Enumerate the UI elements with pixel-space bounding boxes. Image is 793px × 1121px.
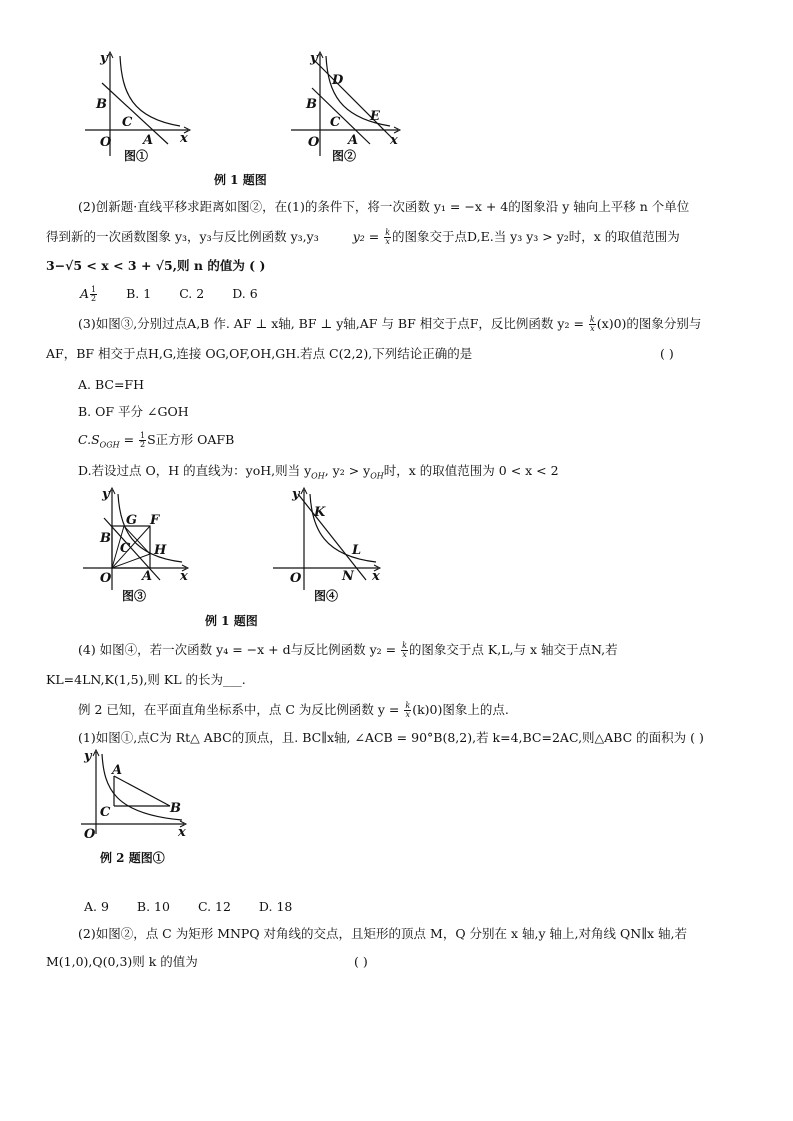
q2-line-2 [46, 229, 680, 246]
ex2-option-c: C. 12 [197, 899, 231, 914]
line-y4 [298, 494, 366, 580]
label-y: y [84, 749, 92, 764]
q3-line-2: AF，BF 相交于点H,G,连接 OG,OF,OH,GH.若点 C(2,2),下列结论正确的是 [46, 346, 473, 361]
label-C: C [100, 805, 111, 820]
figure-caption: 图③ [122, 589, 147, 603]
ex2-option-d: D. 18 [258, 899, 293, 914]
label-F: F [150, 513, 160, 528]
label-y: y [102, 487, 110, 502]
ex2-q1-options [84, 899, 292, 915]
label-G: G [126, 513, 138, 528]
label-H: H [154, 543, 167, 558]
label-A: A [348, 133, 359, 148]
figure-caption-ex2: 例 2 题图① [100, 851, 165, 865]
q2-line-2b: y₂ = [352, 229, 384, 244]
label-y: y [310, 51, 318, 66]
ex2-q2-line-1: (2)如图②，点 C 为矩形 MNPQ 对角线的交点，且矩形的顶点 M，Q 分别在 x 轴,y 轴上,对角线 QN∥x 轴,若 [78, 926, 687, 941]
ex2-q1: (1)如图①,点C为 Rt△ ABC的顶点，且. BC∥x轴, ∠ACB = 90°B(8,2),若 k=4,BC=2AC,则△ABC 的面积为 ( ) [78, 730, 704, 745]
figure-3 [80, 484, 195, 602]
ex2-option-a: A. 9 [84, 899, 109, 914]
label-y: y [100, 51, 108, 66]
label-O: O [84, 827, 96, 842]
label-x: x [390, 133, 398, 148]
label-B: B [306, 97, 317, 112]
label-K: K [314, 505, 326, 520]
label-y: y [292, 487, 300, 502]
q4-line-1: (4) 如图④，若一次函数 y₄ = −x + d与反比例函数 y₂ = $\frac{k}{x}$ 的图象交于点 K,L,与 x 轴交于点N,若 [78, 641, 618, 659]
q3-paren: ( ) [660, 346, 674, 361]
label-N: N [342, 569, 354, 584]
label-B: B [170, 801, 181, 816]
figure-2 [288, 48, 406, 163]
q2-option-d: D. 6 [232, 286, 258, 301]
label-O: O [100, 571, 112, 586]
figure-1 [80, 48, 195, 163]
label-L: L [352, 543, 362, 558]
q4-line-2: KL=4LN,K(1,5),则 KL 的长为___. [46, 672, 246, 687]
ex2-intro: 例 2 已知，在平面直角坐标系中，点 C 为反比例函数 y = $\frac{k}{x}$ (k)0)图象上的点. [78, 701, 509, 719]
label-A: A [142, 569, 153, 584]
label-B: B [100, 531, 111, 546]
q2-line-1: (2)创新题·直线平移求距离如图②，在(1)的条件下，将一次函数 y₁ = −x + 4的图象沿 y 轴向上平移 n 个单位 [78, 199, 690, 214]
q2-line-2a: 得到新的一次函数图象 y₃，y₃与反比例函数 y₃,y₃ [46, 229, 319, 244]
label-x: x [178, 825, 186, 840]
label-x: x [180, 131, 188, 146]
q3-line-1: (3)如图③,分别过点A,B 作. AF ⊥ x轴, BF ⊥ y轴,AF 与 BF 相交于点F，反比例函数 y₂ = $\frac{k}{x}$ (x)0)的图象分别与 [78, 315, 702, 333]
q2-option-a: A $\frac{1}{2}$ [80, 285, 97, 303]
q3-option-a: A. BC=FH [78, 377, 145, 392]
label-E: E [370, 109, 380, 124]
figure-caption: 图④ [314, 589, 339, 603]
figure-caption: 图① [124, 149, 149, 163]
ex2-option-b: B. 10 [136, 899, 170, 914]
fraction-k-over-x: $\frac{k}{x}$ [385, 228, 391, 246]
q2-options [80, 286, 258, 303]
q3-option-c: $C.S_{OGH}$ = $\frac{1}{2}$ S正方形 OAFB [78, 431, 235, 450]
label-C: C [122, 115, 133, 130]
q2-option-c: C. 2 [179, 286, 205, 301]
label-O: O [100, 135, 112, 150]
figure-caption-ex1-mid: 例 1 题图 [205, 614, 258, 628]
figure-4 [270, 484, 388, 602]
q3-option-b: B. OF 平分 ∠GOH [78, 404, 189, 419]
figure-caption-ex1-top: 例 1 题图 [214, 173, 267, 187]
label-A: A [112, 763, 123, 778]
label-O: O [290, 571, 302, 586]
q2-line-3: 3−√5 < x < 3 + √5,则 n 的值为 ( ) [46, 258, 266, 273]
line-y1 [312, 88, 370, 144]
ex2-q2-line-2: M(1,0),Q(0,3)则 k 的值为 [46, 954, 198, 969]
label-D: D [332, 73, 344, 88]
label-x: x [180, 569, 188, 584]
label-O: O [308, 135, 320, 150]
label-B: B [96, 97, 107, 112]
q2-line-2c: 的图象交于点D,E.当 y₃ y₃ > y₂时，x 的取值范围为 [392, 229, 680, 244]
figure-5 [78, 748, 193, 840]
label-C: C [330, 115, 341, 130]
q2-option-b: B. 1 [126, 286, 152, 301]
line-y1 [102, 83, 168, 144]
q3-option-d: D.若设过点 O，H 的直线为：yoH,则当 $y_{OH}$, $y_2 > y_{OH}$时，x 的取值范围为 0 < x < 2 [78, 463, 559, 481]
figure-caption: 图② [332, 149, 357, 163]
ex2-q2-paren: ( ) [354, 954, 368, 969]
label-C: C [120, 541, 131, 556]
label-A: A [143, 133, 154, 148]
label-x: x [372, 569, 380, 584]
